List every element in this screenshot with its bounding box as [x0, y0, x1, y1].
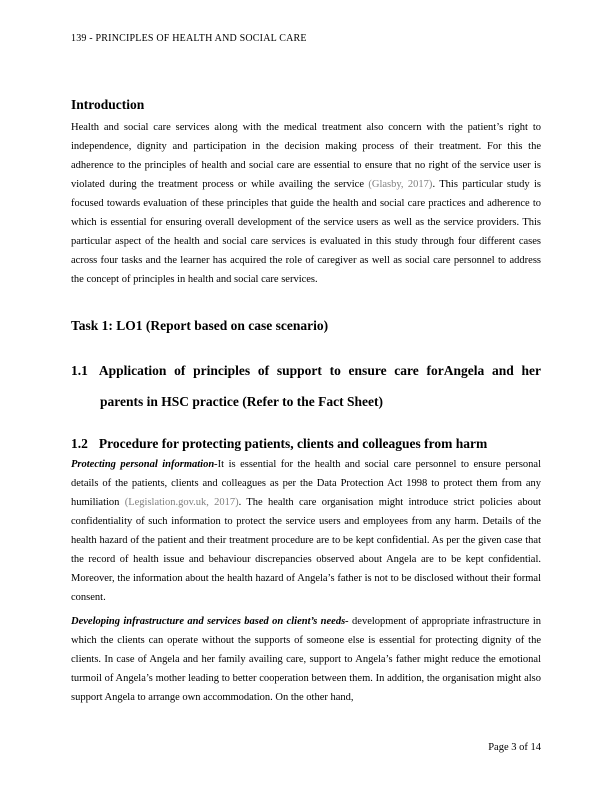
section-1-1-heading: [71, 355, 541, 417]
citation-glasby: (Glasby, 2017): [368, 179, 433, 190]
citation-legislation: (Legislation.gov.uk, 2017): [124, 497, 239, 508]
protecting-info-paragraph: [71, 455, 541, 607]
intro-text-1: Health and social care services along with the medical treatment also concern with the patient’s right to independence, dignity and participation in the decision making process of their treatment. For this the adherence to the principles of health and social care are essential to ensure that no right of the service user is violated during the treatment process or while availing the service: [71, 122, 541, 190]
developing-infrastructure-paragraph: [71, 612, 541, 707]
page-number: Page 3 of 14: [488, 742, 541, 753]
developing-infrastructure-lead: Developing infrastructure and services based on client’s needs-: [71, 616, 349, 627]
introduction-heading: Introduction: [71, 97, 145, 112]
protecting-info-text-1: It is essential for the health and social care personnel to ensure personal details of the patients, clients and colleagues as per the Data Protection Act 1998 to protect them from any humiliation: [71, 459, 541, 508]
protecting-info-text-2: . The health care organisation might introduce strict policies about confidentiality of such information to protect the service users and employees from any harm. Details of the health hazard of the patient and their treatment procedure are to be kept confidential. As per the given case that the record of health issue and behaviour discrepancies observed about Angela are to be kept confidential. Moreover, the information about the health hazard of Angela’s father is not to be disclosed without their formal consent.: [71, 497, 541, 603]
introduction-paragraph: [71, 118, 541, 289]
section-1-1-title: Application of principles of support to ensure care forAngela and her parents in HSC practice (Refer to the Fact Sheet): [98, 363, 541, 409]
intro-text-2: . This particular study is focused towards evaluation of these principles that guide the health and social care practices and adherence to which is essential for ensuring overall development of the service users as well as the service providers. This particular aspect of the health and social care services is evaluated in this study through four different cases across four tasks and the learner has acquired the role of caregiver as well as social care personnel to address the concept of principles in health and social care services.: [71, 179, 542, 285]
section-1-2-number: 1.2: [71, 436, 88, 451]
section-1-2-title: Procedure for protecting patients, clients and colleagues from harm: [98, 436, 488, 451]
section-1-1-number: 1.1: [71, 363, 88, 378]
developing-infrastructure-text: development of appropriate infrastructure in which the clients can operate without the supports of someone else is essential for protecting dignity of the clients. In case of Angela and her family availing care, support to Angela’s father might reduce the emotional turmoil of Angela’s mother leading to better cooperation between them. In addition, the organisation might also support Angela to arrange own accommodation. On the other hand,: [71, 616, 541, 703]
course-header: 139 - PRINCIPLES OF HEALTH AND SOCIAL CARE: [71, 33, 307, 44]
section-1-2-heading: [71, 436, 541, 452]
protecting-info-lead: Protecting personal information-: [71, 459, 218, 470]
task1-heading: Task 1: LO1 (Report based on case scenario): [71, 318, 329, 333]
